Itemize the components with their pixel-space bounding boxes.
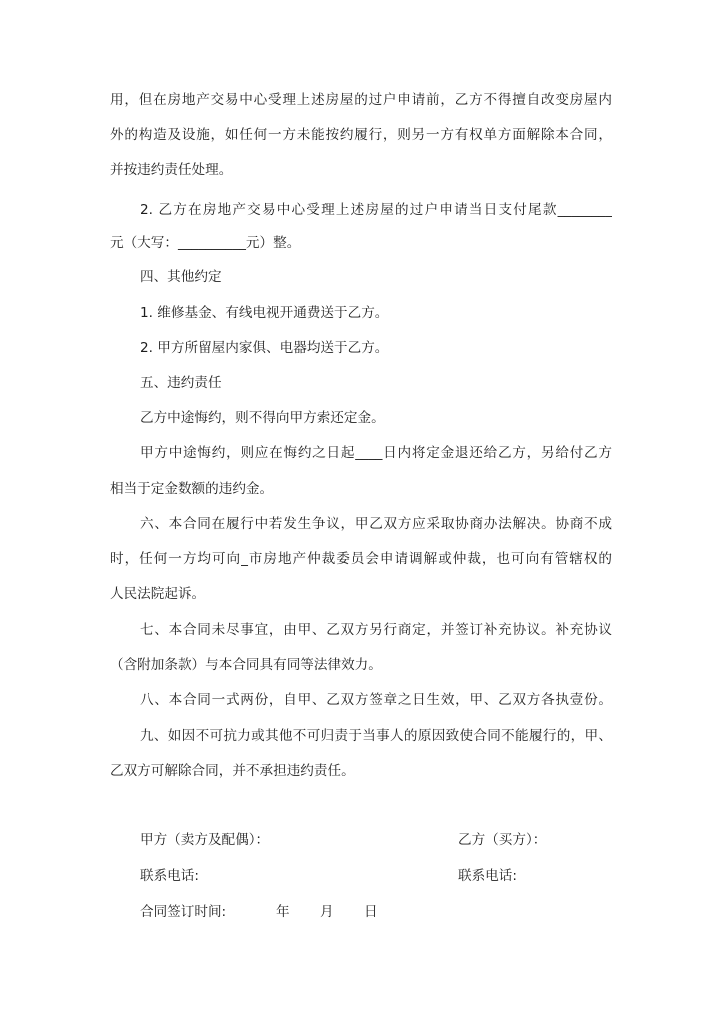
- clause-line: 时，任何一方均可向_市房地产仲裁委员会申请调解或仲裁，也可向有管辖权的: [110, 551, 612, 567]
- clause-line: （含附加条款）与本合同具有同等法律效力。: [110, 657, 382, 673]
- clause-line: 2. 乙方在房地产交易中心受理上述房屋的过户申请当日支付尾款________: [140, 202, 612, 218]
- clause-line: 八、本合同一式两份，自甲、乙双方签章之日生效，甲、乙双方各执壹份。: [140, 692, 612, 708]
- clause-line: 六、本合同在履行中若发生争议，甲乙双方应采取协商办法解决。协商不成: [140, 516, 612, 532]
- clause-line: 1. 维修基金、有线电视开通费送于乙方。: [140, 305, 389, 321]
- clause-line: 相当于定金数额的违约金。: [110, 481, 274, 497]
- day-label: 日: [364, 904, 378, 920]
- month-label: 月: [320, 904, 334, 920]
- section-heading: 五、违约责任: [140, 375, 222, 391]
- party-b-phone-label: 联系电话:: [458, 868, 517, 884]
- clause-line: 七、本合同未尽事宜，由甲、乙双方另行商定，并签订补充协议。补充协议: [140, 622, 612, 638]
- clause-line: 乙双方可解除合同，并不承担违约责任。: [110, 763, 355, 779]
- clause-line: 甲方中途悔约，则应在悔约之日起____日内将定金退还给乙方，另给付乙方: [140, 445, 612, 461]
- clause-line: 元（大写：__________元）整。: [110, 235, 301, 251]
- clause-line: 乙方中途悔约，则不得向甲方索还定金。: [140, 410, 385, 426]
- clause-line: 用，但在房地产交易中心受理上述房屋的过户申请前，乙方不得擅自改变房屋内: [110, 92, 612, 108]
- section-heading: 四、其他约定: [140, 269, 222, 285]
- party-a-phone-label: 联系电话:: [140, 868, 199, 884]
- clause-line: 并按违约责任处理。: [110, 162, 233, 178]
- year-label: 年: [276, 904, 290, 920]
- clause-line: 人民法院起诉。: [110, 586, 206, 602]
- party-b-label: 乙方（买方）：: [458, 832, 547, 848]
- party-a-label: 甲方（卖方及配偶）：: [140, 832, 270, 848]
- signing-date-label: 合同签订时间:: [140, 904, 227, 920]
- clause-line: 外的构造及设施，如任何一方未能按约履行，则另一方有权单方面解除本合同，: [110, 127, 612, 143]
- clause-line: 2. 甲方所留屋内家俱、电器均送于乙方。: [140, 340, 389, 356]
- clause-line: 九、如因不可抗力或其他不可归责于当事人的原因致使合同不能履行的，甲、: [140, 728, 612, 744]
